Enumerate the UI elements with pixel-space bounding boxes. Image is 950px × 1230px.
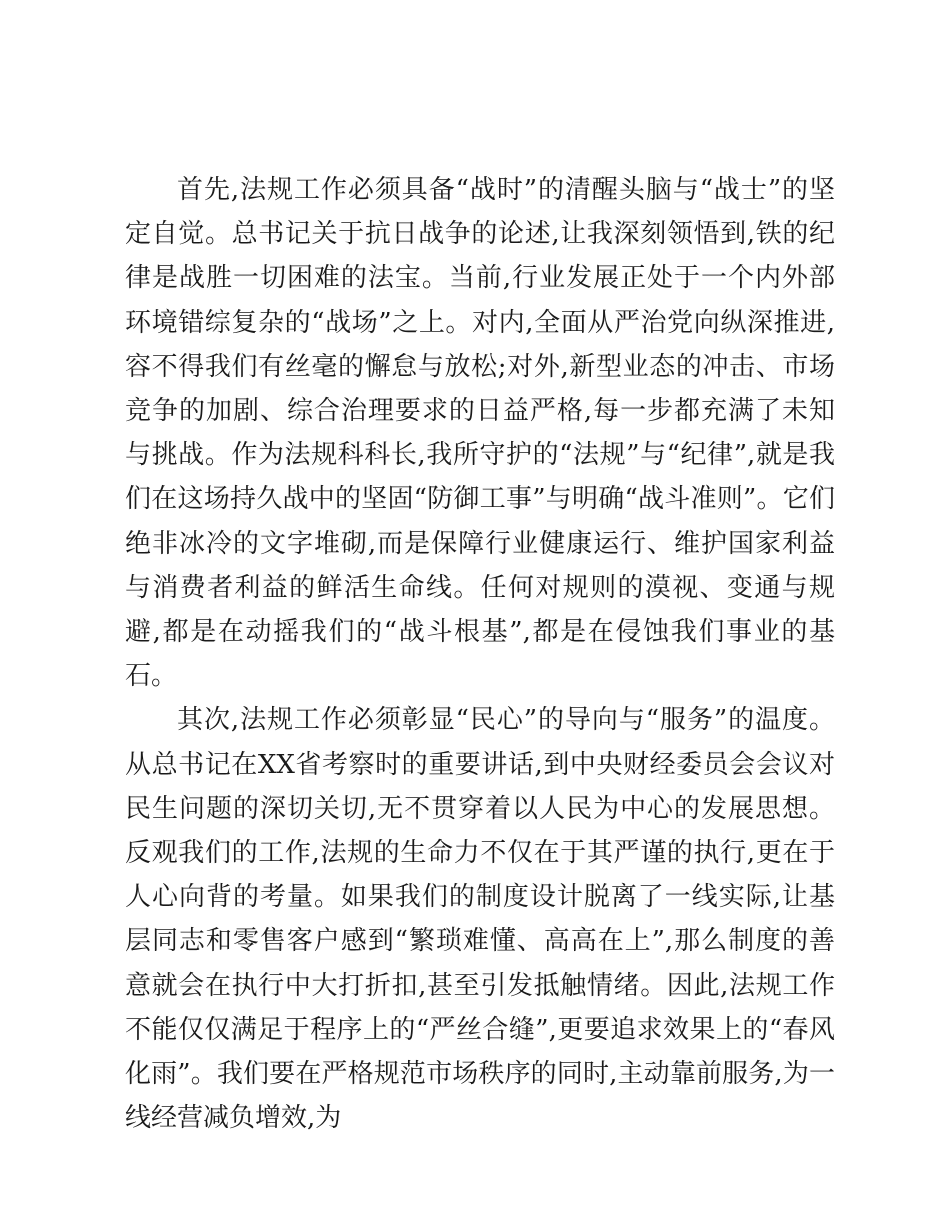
document-body: [125, 168, 835, 1140]
paragraph-first: 首先,法规工作必须具备“战时”的清醒头脑与“战士”的坚定自觉。总书记关于抗日战争的论述,让我深刻领悟到,铁的纪律是战胜一切困难的法宝。当前,行业发展正处于一个内外部环境错综复杂的“战场”之上。对内,全面从严治党向纵深推进,容不得我们有丝毫的懈怠与放松;对外,新型业态的冲击、市场竞争的加剧、综合治理要求的日益严格,每一步都充满了未知与挑战。作为法规科科长,我所守护的“法规”与“纪律”,就是我们在这场持久战中的坚固“防御工事”与明确“战斗准则”。它们绝非冰冷的文字堆砌,而是保障行业健康运行、维护国家利益与消费者利益的鲜活生命线。任何对规则的漠视、变通与规避,都是在动摇我们的“战斗根基”,都是在侵蚀我们事业的基石。: [125, 175, 835, 692]
paragraph-second: 其次,法规工作必须彰显“民心”的导向与“服务”的温度。从总书记在XX省考察时的重要讲话,到中央财经委员会会议对民生问题的深切关切,无不贯穿着以人民为中心的发展思想。反观我们的工作,法规的生命力不仅在于其严谨的执行,更在于人心向背的考量。如果我们的制度设计脱离了一线实际,让基层同志和零售客户感到“繁琐难懂、高高在上”,那么制度的善意就会在执行中大打折扣,甚至引发抵触情绪。因此,法规工作不能仅仅满足于程序上的“严丝合缝”,更要追求效果上的“春风化雨”。我们要在严格规范市场秩序的同时,主动靠前服务,为一线经营减负增效,为: [125, 705, 835, 1134]
